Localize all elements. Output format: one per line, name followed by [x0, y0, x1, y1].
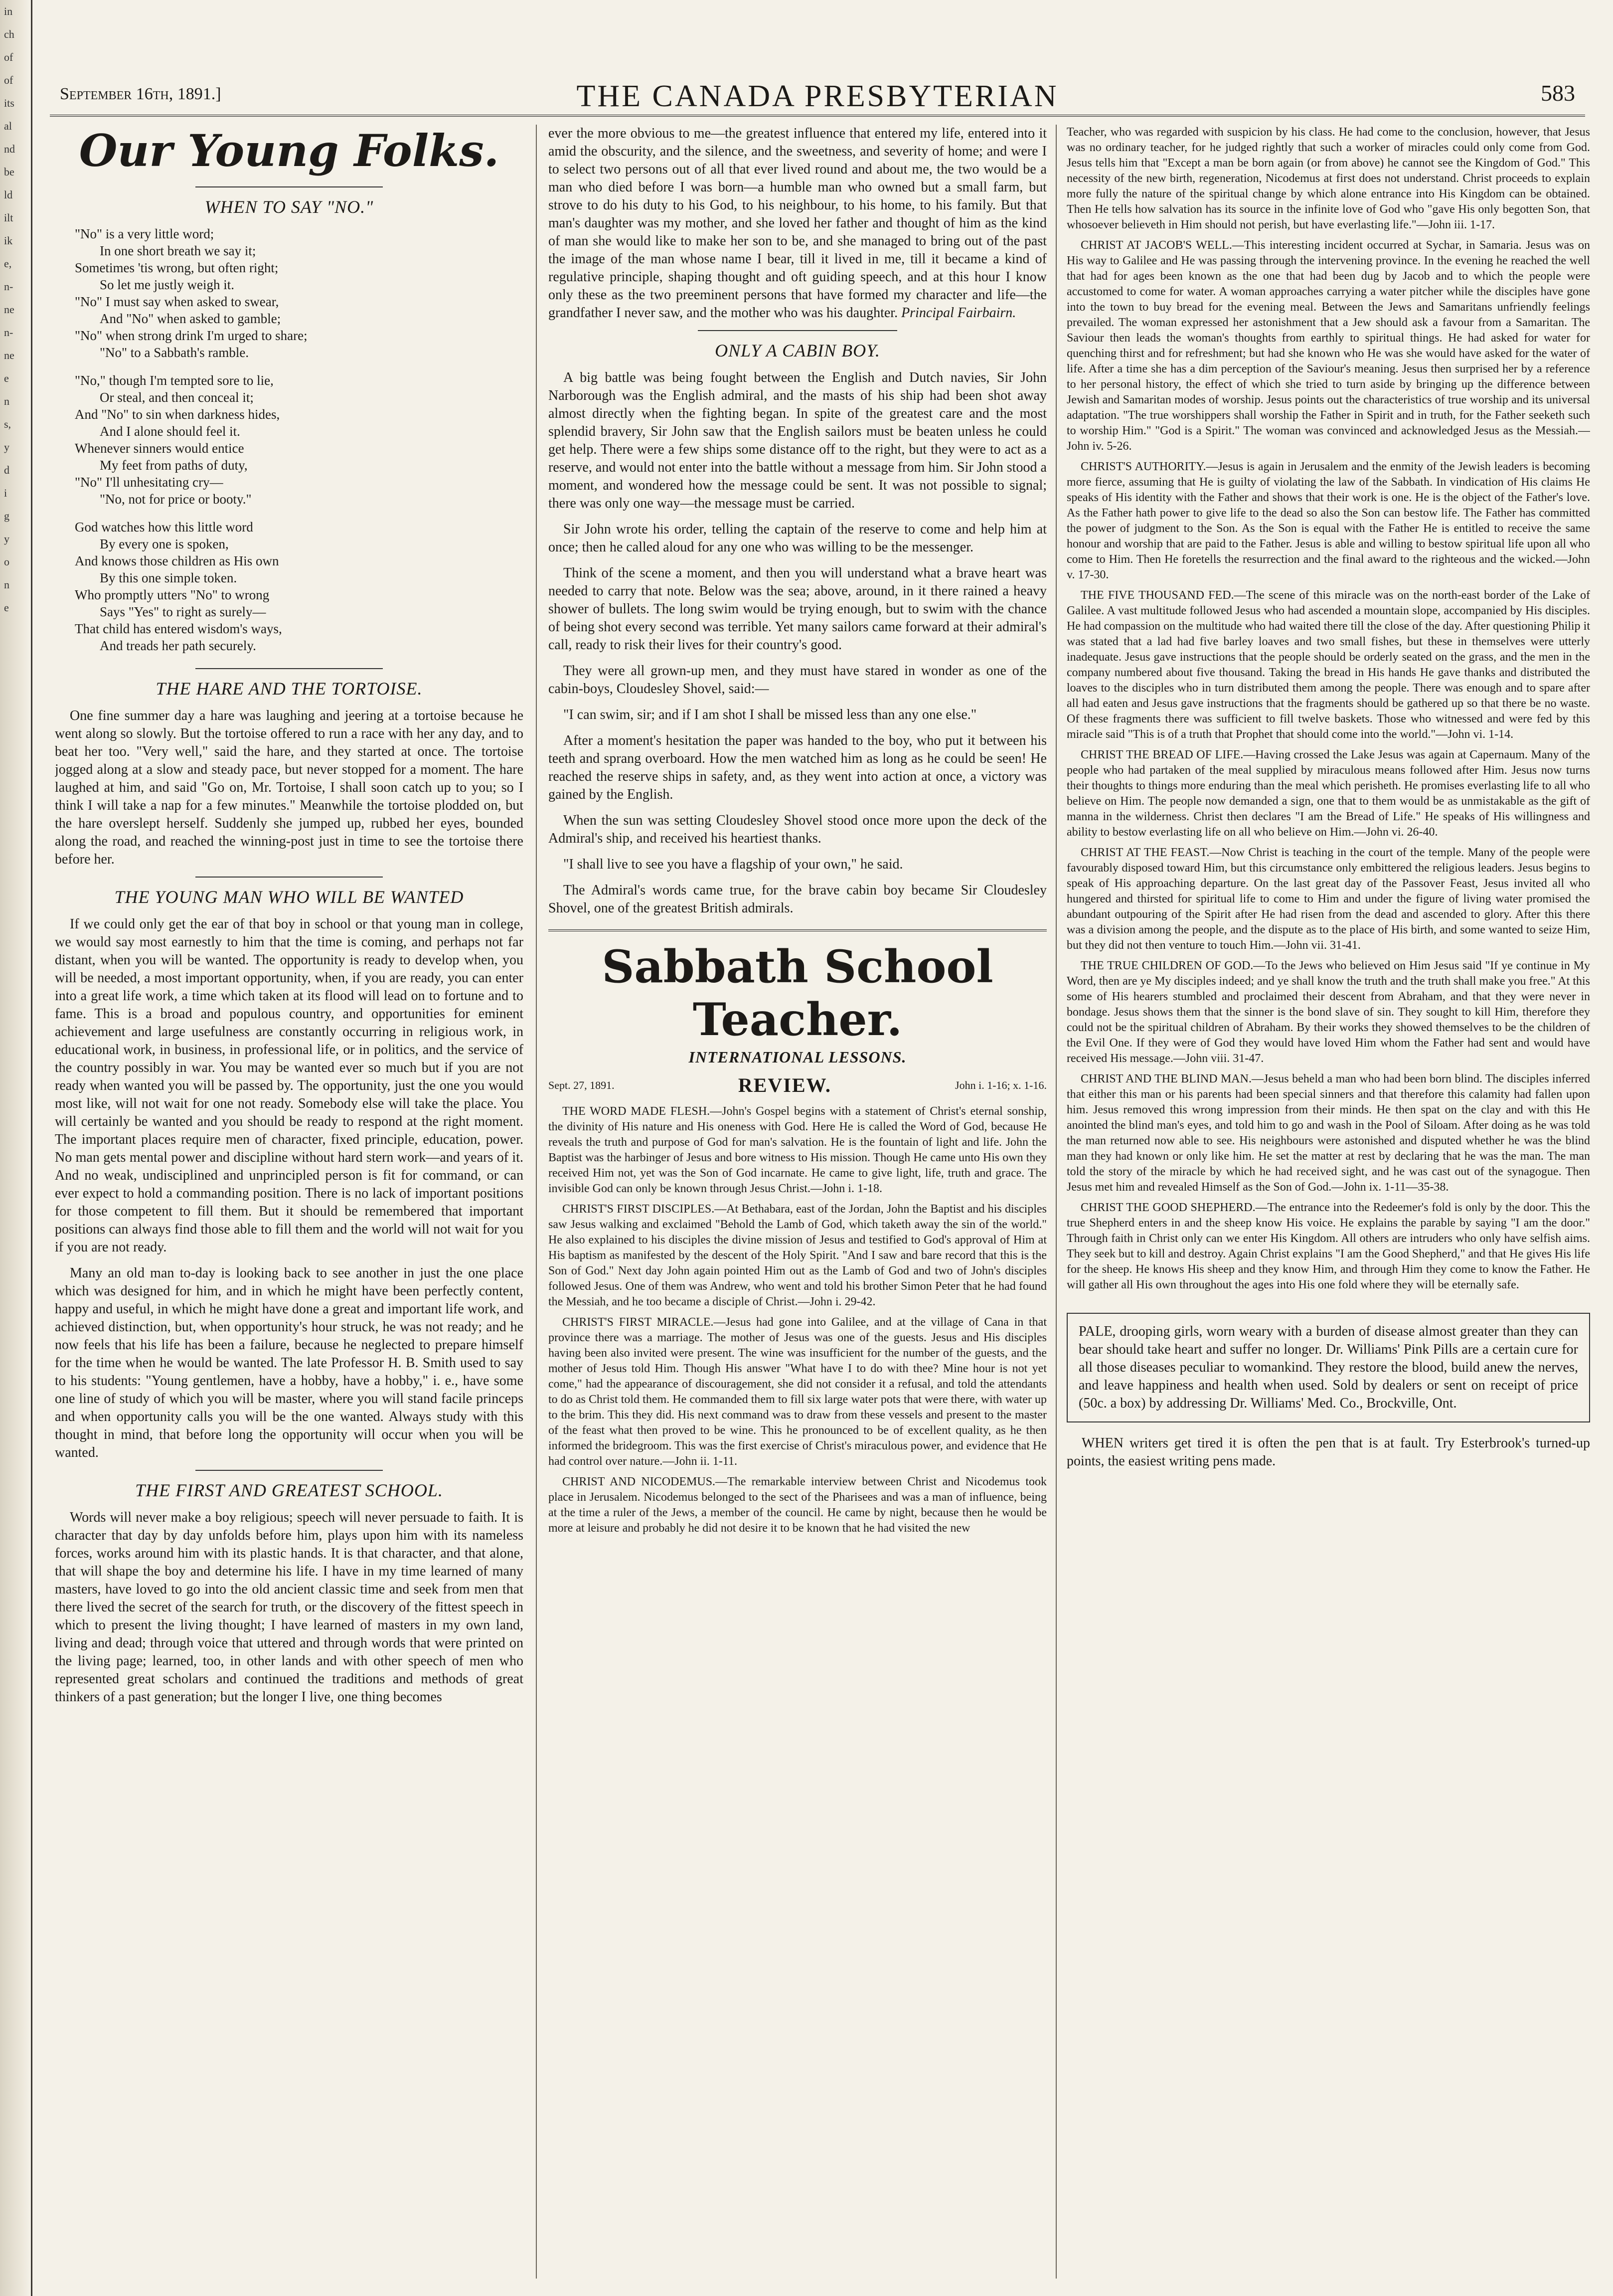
section-subtitle: INTERNATIONAL LESSONS. [688, 1048, 907, 1066]
lesson-paragraph: THE WORD MADE FLESH.—John's Gospel begins with a statement of Christ's eternal sonship, the divinity of His nature and His oneness with God. Here He is called the Word of God, because He reveals the truth and purpose of God for man's salvation. He is the fountain of light and life. John the Baptist was the harbinger of Jesus and bore witness to His mission. Though He came unto His own they received Him not, yet was the Son of God incarnate. He came to give light, life, truth and grace. The invisible God can only be known through Jesus Christ.—John i. 1-18. [548, 1105, 1047, 1195]
poem-line: "No" is a very little word; [75, 226, 214, 241]
column-rule [536, 125, 537, 2279]
article-title-young-man: THE YOUNG MAN WHO WILL BE WANTED [114, 887, 464, 907]
lesson-paragraph: CHRIST'S AUTHORITY.—Jesus is again in Jerusalem and the enmity of the Jewish leaders is becoming more fierce, assuming that He is guilty of violating the law of the Sabbath. In vindication of His claims He speaks of His identity with the Father and shows that their work is one. He is the object of the Father's love. As the Father hath power to give life to the dead so also the Son can bestow life. The Father has committed the power of judgment to the Son. As the Son is equal with the Father He is entitled to receive the same honour and worship that are paid to the Father. Jesus is able and willing to bestow spiritual life upon all who come to Him. Then He foretells the resurrection and the final award to the righteous and the wicked.—John v. 17-30. [1067, 460, 1590, 581]
poem-line: Or steal, and then conceal it; [100, 390, 254, 405]
lesson-paragraph: CHRIST THE BREAD OF LIFE.—Having crossed the Lake Jesus was again at Capernaum. Many of the people who had partaken of the meal supplied by miraculous means followed after Him. Jesus now turns their thoughts to things more enduring than the meal which perisheth. He promises everlasting life to all who believe on Him. The people now demanded a sign, one that to them would be as unmistakable as the gift of manna in the wilderness. Christ then declares "I am the Bread of Life." He speaks of His willingness and ability to bestow everlasting life on all who believe on Him.—John vi. 26-40. [1067, 748, 1590, 839]
story-paragraph: "I shall live to see you have a flagship of your own," he said. [563, 857, 903, 872]
article-paragraph: Many an old man to-day is looking back to see another in just the one place which was designed for him, and in which he might have been perfectly content, happy and useful, in which he might have done a great and important life work, and achieved distinction, but, when opportunity's hour struck, he was not ready; and he now feels that his life has been a failure, because he neglected to prepare himself for the time when he would be wanted. The late Professor H. B. Smith used to say to his students: "Young gentlemen, have a hobby, have a hobby," i. e., have some one line of study of which you will be master, where you will stand facile princeps and when opportunity calls you will be the one wanted. Always study with this thought in mind, that before long the opportunity will occur when you will be wanted. [55, 1265, 523, 1460]
poem-line: And I alone should feel it. [100, 424, 240, 439]
story-paragraph: After a moment's hesitation the paper was handed to the boy, who put it between his teeth and sprang overboard. How the men watched him as long as he could be seen! He reached the reserve ships in safety, and, as they went into action at once, a victory was gained by the English. [548, 733, 1047, 802]
binding-fragment: ld [4, 188, 13, 201]
poem-line: "No," though I'm tempted sore to lie, [75, 373, 274, 388]
lesson-paragraph: CHRIST AND THE BLIND MAN.—Jesus beheld a man who had been born blind. The disciples inferred that either this man or his parents had been special sinners and that therefore this calamity had fallen upon him. Jesus removed this wrong impression from their minds. He then spat on the clay and with this He anointed the blind man's eyes, and told him to go and wash in the Pool of Siloam. After doing as he was told the man returned now able to see. His neighbours were astonished and disputed whether he was the blind man they had known or only like him. He set the matter at rest by declaring that he was the man. The man told the story of the miracle by which he had received sight, and he was cast out of the synagogue. Then Jesus met him and revealed Himself as the Son of God.—John ix. 1-11—35-38. [1067, 1072, 1590, 1194]
binding-fragment: its [4, 97, 14, 109]
binding-fragment: ne [4, 349, 14, 361]
divider [195, 668, 383, 669]
binding-fragment: of [4, 74, 13, 86]
column-1 [55, 125, 523, 2284]
poem-line: Sometimes 'tis wrong, but often right; [75, 260, 279, 275]
poem-title: WHEN TO SAY "NO." [204, 197, 374, 217]
poem-line: "No" I must say when asked to swear, [75, 294, 279, 309]
poem-line: "No" to a Sabbath's ramble. [100, 345, 249, 360]
binding-fragment: s, [4, 418, 11, 430]
binding-fragment: n [4, 578, 9, 591]
poem-line: And "No" to sin when darkness hides, [75, 407, 280, 422]
poem-line: That child has entered wisdom's ways, [75, 621, 282, 636]
lesson-title: REVIEW. [738, 1074, 831, 1096]
advertisement-esterbrook: WHEN writers get tired it is often the pen that is at fault. Try Esterbrook's turned-up points, the easiest writing pens made. [1067, 1435, 1590, 1469]
lesson-heading [548, 1073, 1047, 1097]
lesson-paragraph: CHRIST AND NICODEMUS.—The remarkable interview between Christ and Nicodemus took place in Jerusalem. Nicodemus belonged to the sect of the Pharisees and was a man of influence, being at the time a ruler of the Jews, a member of the council. He came by night, because then he would be more at leisure and probably he did not desire it to be known that he had visited the new [548, 1475, 1047, 1535]
section-title-young-folks: Our Young Folks. [79, 125, 499, 177]
binding-strip [0, 0, 32, 2296]
binding-fragment: in [4, 5, 13, 17]
binding-fragment: be [4, 166, 14, 178]
story-paragraph: The Admiral's words came true, for the brave cabin boy became Sir Cloudesley Shovel, one of the greatest British admirals. [548, 883, 1047, 916]
story-paragraph: A big battle was being fought between the English and Dutch navies, Sir John Narborough was the English admiral, and the masts of his ship had been shot away almost directly when the fighting began. In spite of the greatest care and the most splendid bravery, Sir John saw that the English sailors must be beaten unless he could get help. There were a few ships some distance off to the right, but they were to act as a reserve, and would not enter into the battle without a message from him. Sir John stood a moment, and wondered how the message could be sent. It was not possible to signal; there was only one way—the message must be carried. [548, 370, 1047, 511]
binding-fragment: n- [4, 326, 13, 339]
page-number: 583 [1541, 80, 1575, 106]
story-title-hare: THE HARE AND THE TORTOISE. [156, 679, 423, 699]
binding-fragment: e, [4, 257, 12, 270]
binding-fragment: al [4, 120, 12, 132]
article-paragraph: If we could only get the ear of that boy in school or that young man in college, we would say most earnestly to him that the time is coming, and perhaps not far distant, when you will be wanted. The opportunity is ready to develop when, you will be needed, a most important opportunity, when, if you are ready, you can enter into a great life work, a time which taken at its flood will lead on to fortune and to fame. This is a broad and populous country, and opportunities for eminent achievement and large usefulness are constantly occurring in religious work, in educational work, in business, in professional life, or in politics, and the service of the country possibly in war. You may be wanted ever so much but if you are not ready when wanted you will be passed by. The opportunity, just the one you would most like, will not wait for one not ready. Somebody else will take the place. You will certainly be wanted and you should be ready to respond at the right moment. The important places require men of character, fixed principle, education, power. No man gets mental power and discipline without hard stern work—and years of it. And no weak, undisciplined and unprincipled person is fit for command, or can ever expect to hold a commanding position. There is no lack of important positions for those competent to fill them. But it should be remembered that important positions can always find those able to fill them and the world will not wait for you if you are not ready. [55, 916, 523, 1255]
article-continued [548, 125, 1047, 322]
issue-date: September 16th, 1891.] [60, 85, 221, 103]
binding-fragment: y [4, 441, 9, 453]
poem-line: "No, not for price or booty." [100, 492, 252, 507]
story-paragraph: "I can swim, sir; and if I am shot I shall be missed less than any one else." [563, 707, 977, 722]
binding-fragment: ch [4, 28, 14, 40]
poem-line: In one short breath we say it; [100, 243, 256, 258]
poem-line: By this one simple token. [100, 570, 237, 585]
poem-line: And treads her path securely. [100, 638, 256, 653]
binding-fragment: n [4, 395, 9, 407]
divider [195, 1470, 383, 1471]
poem-line: God watches how this little word [75, 520, 253, 534]
poem-stanza [75, 372, 523, 508]
story-paragraph: Sir John wrote his order, telling the captain of the reserve to come and help him at once; then he called aloud for any one who was willing to be the messenger. [548, 522, 1047, 555]
poem-line: My feet from paths of duty, [100, 458, 248, 473]
binding-fragment: e [4, 372, 9, 384]
lesson-paragraph: THE TRUE CHILDREN OF GOD.—To the Jews who believed on Him Jesus said "If ye continue in My Word, then are ye My disciples indeed; and ye shall know the truth and the truth shall make you free." At this some of His hearers stumbled and proclaimed their descent from Abraham, and that they were never in bondage. Jesus shows them that the sinner is the bond slave of sin. They sought to kill Him, therefore they could not be the spiritual children of Abraham. By their works they showed themselves to be the children of the Evil One. If they were of God they would have loved Him whom the Father had sent and would have received His message.—John viii. 31-47. [1067, 959, 1590, 1065]
story-text-hare: One fine summer day a hare was laughing and jeering at a tortoise because he went along so slowly. But the tortoise offered to run a race with her any day, and to beat her too. "Very well," said the hare, and they started at once. The tortoise jogged along at a slow and steady pace, but never stopped for a moment. The hare laughed at him, and said "Go on, Mr. Tortoise, I shall soon catch up to you; so I think I will take a nap for a few minutes." Meanwhile the tortoise plodded on, but the hare overslept herself. Suddenly she jumped up, rubbed her eyes, bounded along the road, and reached the winning-post just in time to see the tortoise there before her. [55, 708, 523, 867]
poem-line: Says "Yes" to right as surely— [100, 604, 266, 619]
binding-fragment: y [4, 532, 9, 545]
divider [698, 330, 897, 331]
binding-fragment: i [4, 487, 7, 499]
binding-fragment: ik [4, 234, 13, 247]
binding-fragment: ilt [4, 211, 13, 224]
story-paragraph: They were all grown-up men, and they must have stared in wonder as one of the cabin-boys, Cloudesley Shovel, said:— [548, 663, 1047, 697]
poem-line: And knows those children as His own [75, 553, 279, 568]
column-2 [548, 125, 1047, 2284]
binding-fragment: of [4, 51, 13, 63]
divider [195, 186, 383, 187]
poem-when-to-say-no [75, 225, 523, 654]
binding-fragment: nd [4, 143, 15, 155]
advertisement-pink-pills: PALE, drooping girls, worn weary with a burden of disease almost greater than they can bear should take heart and suffer no longer. Dr. Williams' Pink Pills are a certain cure for all those diseases peculiar to womankind. They restore the blood, build anew the nerves, and leave happiness and health when used. Sold by dealers or sent on receipt of price (50c. a box) by addressing Dr. Williams' Med. Co., Brockville, Ont. [1067, 1313, 1590, 1422]
poem-line: So let me justly weigh it. [100, 277, 234, 292]
binding-fragment: o [4, 555, 9, 568]
lesson-date: Sept. 27, 1891. [548, 1078, 615, 1091]
section-title-sabbath-school: Sabbath School Teacher. [548, 929, 1047, 1046]
lesson-paragraph: CHRIST'S FIRST DISCIPLES.—At Bethabara, east of the Jordan, John the Baptist and his disciples saw Jesus walking and exclaimed "Behold the Lamb of God, which taketh away the sin of the world." He also explained to his disciples the divine mission of Jesus and testified to God's approval of Him at His baptism as manifested by the descent of the Holy Spirit. "And I saw and bare record that this is the Son of God." Next day John again pointed Him out as the Lamb of God and two of John's disciples followed Jesus. One of them was Andrew, who went and told his brother Simon Peter that he had found the Messiah, and he too became a disciple of Christ.—John i. 29-42. [548, 1203, 1047, 1308]
lesson-paragraph: CHRIST AT THE FEAST.—Now Christ is teaching in the court of the temple. Many of the people were favourably disposed toward Him, but this circumstance only embittered the religious leaders. Jesus begins to speak of His approaching departure. On the last great day of the Passover Feast, Jesus invited all who hungered and thirsted for spiritual life to come to Him and under the figure of living water promised the abundant outpouring of the Spirit after He had risen from the dead and ascended to glory. After this there was a division among the people, and the dispute as to the place of His birth, and some wanted to seize Him, but they did not then venture to touch Him.—John vii. 31-41. [1067, 846, 1590, 952]
article-paragraph: Words will never make a boy religious; speech will never persuade to faith. It is character that day by day unfolds before him, plays upon him with its nameless forces, works around him with its plastic hands. It is that character, and that alone, that will shape the boy and determine his life. I have in my time learned of many masters, have loved to go into the old ancient classic time and seek from men that there lived the secret of the search for truth, or the discovery of the fittest speech in which to present the living thought; I have learned of masters in my own land, living and dead; through voice that uttered and through words that were printed on the living page; learned, too, in other lands and with other speech of men who represented great scholars and continued the traditions and methods of great thinkers of a past generation; but the longer I live, one thing becomes [55, 1510, 523, 1705]
page-header [50, 75, 1585, 117]
attribution: Principal Fairbairn. [901, 305, 1016, 321]
lesson-paragraph: Teacher, who was regarded with suspicion by his class. He had come to the conclusion, however, that Jesus was no ordinary teacher, for he judged rightly that such a worker of miracles could only come from God. Jesus tells him that "Except a man be born again (or from above) he cannot see the Kingdom of God." This necessity of the new birth, regeneration, Nicodemus at first does not understand. Christ proceeds to explain more fully the nature of the spiritual change by which alone entrance into His Kingdom can be obtained. Then He tells how salvation has its source in the infinite love of God who "gave His only begotten Son, that whosoever believeth in Him should not perish, but have everlasting life."—John iii. 1-17. [1067, 126, 1590, 231]
article-title-school: THE FIRST AND GREATEST SCHOOL. [135, 1480, 443, 1500]
poem-line: Whenever sinners would entice [75, 441, 244, 456]
poem-line: And "No" when asked to gamble; [100, 311, 281, 326]
poem-stanza [75, 519, 523, 654]
poem-line: By every one is spoken, [100, 536, 229, 551]
divider [195, 877, 383, 878]
lesson-paragraph: CHRIST THE GOOD SHEPHERD.—The entrance into the Redeemer's fold is only by the door. This the true Shepherd enters in and the sheep know His voice. He explains the parable by saying "I am the door." Through faith in Christ only can we enter His Kingdom. All others are intruders who only have selfish aims. They seek but to kill and destroy. Again Christ explains "I am the Good Shepherd," and that He gives His life for the sheep. He knows His sheep and they know Him, and through Him they come to know the Father. He will gather all His own throughout the ages into His one fold where they will be eternally safe. [1067, 1201, 1590, 1291]
binding-fragment: d [4, 464, 9, 476]
story-paragraph: When the sun was setting Cloudesley Shovel stood once more upon the deck of the Admiral's ship, and received his heartiest thanks. [548, 813, 1047, 846]
continued-text: ever the more obvious to me—the greatest influence that entered my life, entered into it amid the obscurity, and the silence, and the sweetness, and severity of home; and were I to select two persons out of all that ever lived round and about me, the two would be a man who died before I was born—a humble man who owned but a small farm, but strove to do his duty to his God, to his neighbour, to his home, to his family. But that man's daughter was my mother, and she loved her father and thought of him as the kind of man she would like to make her son to be, and she managed to bring out of the past the image of the man whose name I bear, till it lived in me, till it became a kind of regulative principle, shaping thought and oft guiding speech, and at this hour I know only these as the two preeminent persons that have formed my character and life—the grandfather I never saw, and the mother who was his daughter. [548, 126, 1047, 321]
poem-line: "No" I'll unhesitating cry— [75, 475, 223, 490]
binding-fragment: n- [4, 280, 13, 293]
story-title-cabin-boy: ONLY A CABIN BOY. [715, 341, 880, 360]
newspaper-title: THE CANADA PRESBYTERIAN [576, 79, 1059, 113]
binding-fragment: e [4, 601, 9, 614]
lesson-paragraph: CHRIST'S FIRST MIRACLE.—Jesus had gone into Galilee, and at the village of Cana in that province there was a marriage. The mother of Jesus was one of the guests. Jesus and His disciples having been also invited were present. The wine was insufficient for the number of the guests, and the mother of Jesus told Him. Though His answer "What have I to do with thee? Mine hour is not yet come," had the appearance of discouragement, she did not consider it a refusal, and told the attendants to do as Christ told them. He commanded them to fill six large water pots that were there, with water up to the brim. This they did. His next command was to draw from these vessels and present to the master of the feast what then proved to be wine. This he pronounced to be of excellent quality, as he then informed the bridegroom. This was the first exercise of Christ's miraculous power, and evidence that He had control over nature.—John ii. 1-11. [548, 1316, 1047, 1468]
story-paragraph: Think of the scene a moment, and then you will understand what a brave heart was needed to carry that note. Below was the sea; above, around, in it there rained a heavy shower of bullets. The long swim would be trying enough, but to swim with the chance of being shot every second was terrible. Yet many sailors came forward at their admiral's call, ready to risk their lives for their country's good. [548, 565, 1047, 653]
lesson-paragraph: CHRIST AT JACOB'S WELL.—This interesting incident occurred at Sychar, in Samaria. Jesus was on His way to Galilee and He was passing through the intervening province. In the evening he reached the well that had for ages been known as the one that had been dug by Jacob and to which the people were accustomed to come for water. A woman approaches carrying a water pitcher while the disciples have gone into the town to buy bread for the evening meal. Between the Jews and Samaritans unfriendly feelings prevailed. The woman expressed her astonishment that a Jew should ask a favour from a Samaritan. The Saviour then leads the woman's thoughts from earthly to spiritual things. He had asked for water for quenching thirst and for refreshment; but had she known who He was she would have asked for the water of life. After a time she has a dim perception of the Saviour's meaning. Jesus then surprised her by a reference to her personal history, the effect of which she tried to turn aside by bringing up the difference between Jewish and Samaritan modes of worship. Jesus points out the characteristics of true worship and its universal adaptation. "The true worshippers shall worship the Father in Spirit and in truth, for the Father seeketh such to worship Him." "God is a Spirit." The woman was convinced and acknowledged Jesus as the Messiah.—John iv. 5-26. [1067, 239, 1590, 453]
lesson-paragraph: THE FIVE THOUSAND FED.—The scene of this miracle was on the north-east border of the Lake of Galilee. A vast multitude followed Jesus who had ascended a mountain slope, accompanied by His disciples. He had compassion on the multitude who had waited there till the close of the day. After questioning Philip it was stated that a lad had five barley loaves and two small fishes, but these in themselves were utterly inadequate. Jesus gave instructions that the people should be orderly seated on the grass, and the men in the company numbered about five thousand. Taking the bread in His hands He gave thanks and distributed the loaves to the disciples who in turn distributed them among the people. There was enough and to spare after all had eaten and Jesus gave instructions that the fragments should be gathered up so that there be no waste. Of these fragments there was sufficient to fill twelve baskets. Those who witnessed and were fed by this miracle said "This is of a truth that Prophet that should come into the world."—John vi. 1-14. [1067, 589, 1590, 741]
poem-line: Who promptly utters "No" to wrong [75, 587, 270, 602]
lesson-reference: John i. 1-16; x. 1-16. [955, 1078, 1047, 1091]
column-3 [1067, 125, 1590, 2284]
poem-line: "No" when strong drink I'm urged to share; [75, 328, 308, 343]
binding-fragment: g [4, 510, 9, 522]
poem-stanza [75, 225, 523, 361]
binding-fragment: ne [4, 303, 14, 316]
column-rule [1056, 125, 1057, 2279]
